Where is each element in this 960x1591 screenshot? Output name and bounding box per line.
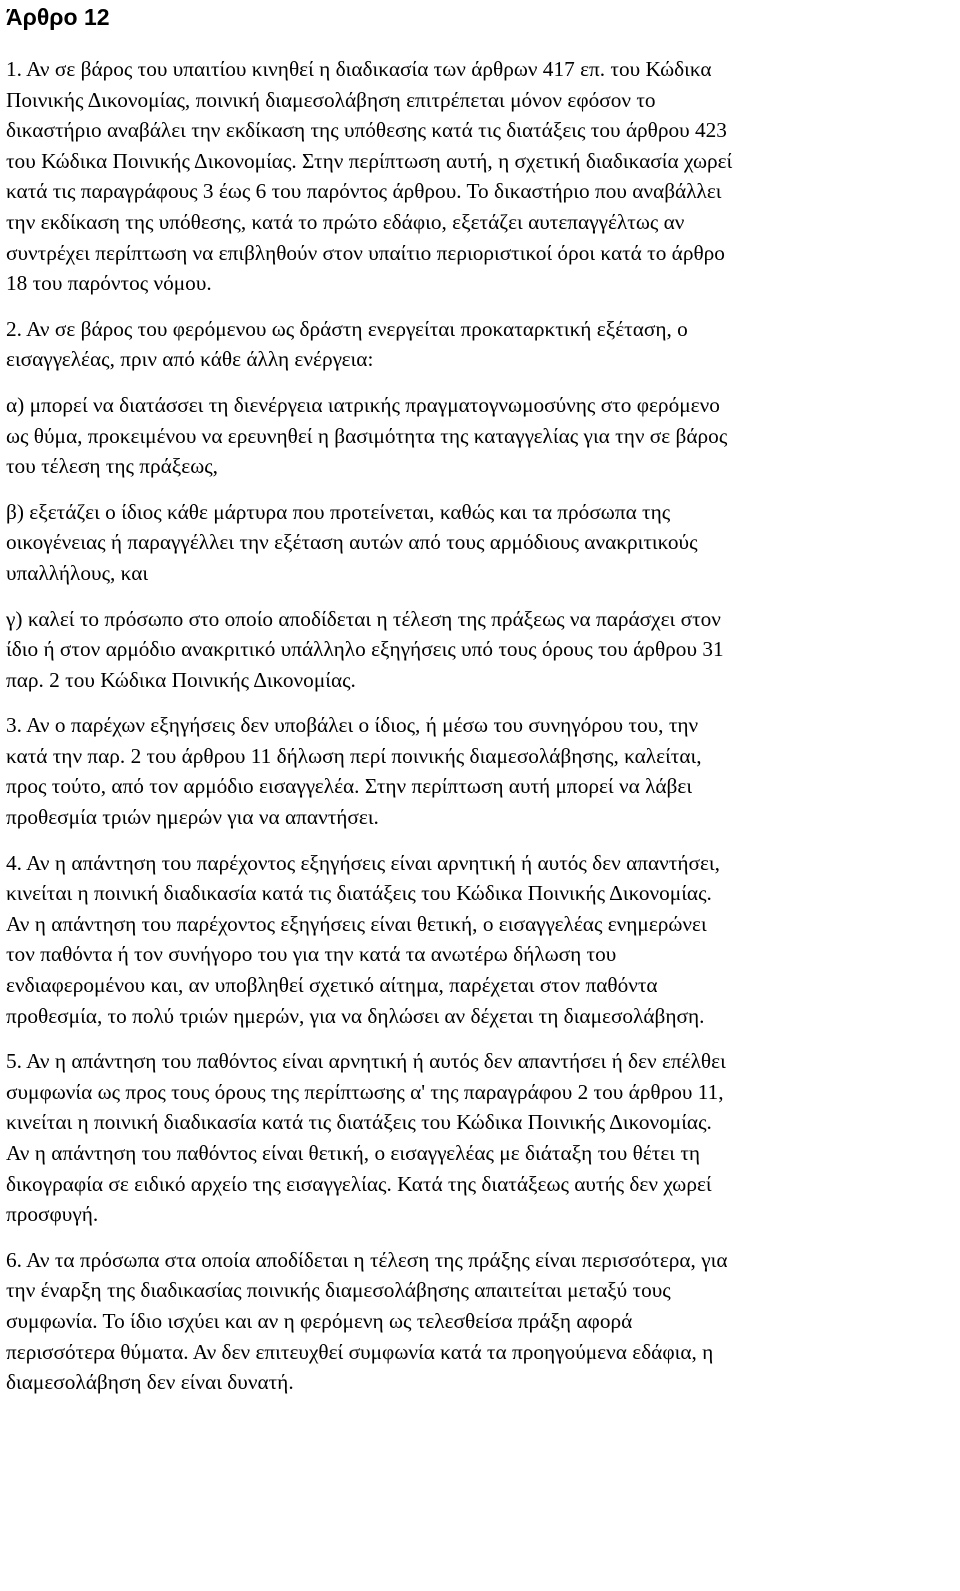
text-line: την έναρξη της διαδικασίας ποινικής διαμεσολάβησης απαιτείται μεταξύ τους xyxy=(6,1278,671,1303)
text-line: κατά τις παραγράφους 3 έως 6 του παρόντος άρθρου. Το δικαστήριο που αναβάλλει xyxy=(6,179,722,204)
text-line: γ) καλεί το πρόσωπο στο οποίο αποδίδεται η τέλεση της πράξεως να παράσχει στον xyxy=(6,606,721,631)
spacer xyxy=(6,32,954,54)
text-line: διαμεσολάβηση δεν είναι δυνατή. xyxy=(6,1370,294,1395)
paragraph-1 xyxy=(6,54,954,299)
text-line: εισαγγελέας, πριν από κάθε άλλη ενέργεια: xyxy=(6,347,374,372)
text-line: β) εξετάζει ο ίδιος κάθε μάρτυρα που προτείνεται, καθώς και τα πρόσωπα της xyxy=(6,499,671,524)
text-line: συμφωνία. Το ίδιο ισχύει και αν η φερόμενη ως τελεσθείσα πράξη αφορά xyxy=(6,1308,633,1333)
paragraph-5 xyxy=(6,1046,954,1230)
text-line: δικαστήριο αναβάλει την εκδίκαση της υπόθεσης κατά τις διατάξεις του άρθρου 423 xyxy=(6,118,727,143)
spacer xyxy=(6,375,954,390)
spacer xyxy=(6,589,954,604)
text-line: ίδιο ή στον αρμόδιο ανακριτικό υπάλληλο εξηγήσεις υπό τους όρους του άρθρου 31 xyxy=(6,637,724,662)
spacer xyxy=(6,1230,954,1245)
text-line: την εκδίκαση της υπόθεσης, κατά το πρώτο εδάφιο, εξετάζει αυτεπαγγέλτως αν xyxy=(6,209,685,234)
text-line: παρ. 2 του Κώδικα Ποινικής Δικονομίας. xyxy=(6,667,356,692)
paragraph-3 xyxy=(6,710,954,832)
text-line: 5. Αν η απάντηση του παθόντος είναι αρνητική ή αυτός δεν απαντήσει ή δεν επέλθει xyxy=(6,1049,726,1074)
text-line: περισσότερα θύματα. Αν δεν επιτευχθεί συμφωνία κατά τα προηγούμενα εδάφια, η xyxy=(6,1339,714,1364)
text-line: δικογραφία σε ειδικό αρχείο της εισαγγελίας. Κατά της διατάξεως αυτής δεν χωρεί xyxy=(6,1171,712,1196)
text-line: προς τούτο, από τον αρμόδιο εισαγγελέα. Στην περίπτωση αυτή μπορεί να λάβει xyxy=(6,774,693,799)
text-line: ενδιαφερομένου και, αν υποβληθεί σχετικό αίτημα, παρέχεται στον παθόντα xyxy=(6,973,658,998)
text-line: οικογένειας ή παραγγέλλει την εξέταση αυτών από τους αρμόδιους ανακριτικούς xyxy=(6,530,698,555)
text-line: του Κώδικα Ποινικής Δικονομίας. Στην περίπτωση αυτή, η σχετική διαδικασία χωρεί xyxy=(6,148,733,173)
text-line: ως θύμα, προκειμένου να ερευνηθεί η βασιμότητα της καταγγελίας για την σε βάρος xyxy=(6,423,728,448)
text-line: Αν η απάντηση του παρέχοντος εξηγήσεις είναι θετική, ο εισαγγελέας ενημερώνει xyxy=(6,911,707,936)
paragraph-2a xyxy=(6,390,954,482)
spacer xyxy=(6,833,954,848)
text-line: 4. Αν η απάντηση του παρέχοντος εξηγήσεις είναι αρνητική ή αυτός δεν απαντήσει, xyxy=(6,850,720,875)
text-line: 6. Αν τα πρόσωπα στα οποία αποδίδεται η τέλεση της πράξης είναι περισσότερα, για xyxy=(6,1247,728,1272)
text-line: τον παθόντα ή τον συνήγορο του για την κατά τα ανωτέρω δήλωση του xyxy=(6,942,617,967)
article-title: Άρθρο 12 xyxy=(6,4,110,30)
paragraph-2b xyxy=(6,497,954,589)
document-page xyxy=(6,0,954,1398)
text-line: κατά την παρ. 2 του άρθρου 11 δήλωση περί ποινικής διαμεσολάβησης, καλείται, xyxy=(6,743,702,768)
paragraph-2c xyxy=(6,604,954,696)
text-line: προσφυγή. xyxy=(6,1202,99,1227)
text-line: προθεσμία, το πολύ τριών ημερών, για να δηλώσει αν δέχεται τη διαμεσολάβηση. xyxy=(6,1003,705,1028)
text-line: 1. Αν σε βάρος του υπαιτίου κινηθεί η διαδικασία των άρθρων 417 επ. του Κώδικα xyxy=(6,57,712,81)
paragraph-4 xyxy=(6,848,954,1032)
paragraph-2 xyxy=(6,314,954,375)
text-line: Ποινικής Δικονομίας, ποινική διαμεσολάβηση επιτρέπεται μόνον εφόσον το xyxy=(6,87,656,112)
text-line: προθεσμία τριών ημερών για να απαντήσει. xyxy=(6,805,379,830)
text-line: 3. Αν ο παρέχων εξηγήσεις δεν υποβάλει ο ίδιος, ή μέσω του συνηγόρου του, την xyxy=(6,713,699,738)
spacer xyxy=(6,695,954,710)
spacer xyxy=(6,482,954,497)
text-line: συμφωνία ως προς τους όρους της περίπτωσης α' της παραγράφου 2 του άρθρου 11, xyxy=(6,1079,724,1104)
paragraph-6 xyxy=(6,1245,954,1398)
text-line: 2. Αν σε βάρος του φερόμενου ως δράστη ενεργείται προκαταρκτική εξέταση, ο xyxy=(6,316,688,341)
text-line: Αν η απάντηση του παθόντος είναι θετική, ο εισαγγελέας με διάταξη του θέτει τη xyxy=(6,1141,701,1165)
spacer xyxy=(6,299,954,314)
text-line: α) μπορεί να διατάσσει τη διενέργεια ιατρικής πραγματογνωμοσύνης στο φερόμενο xyxy=(6,392,720,417)
spacer xyxy=(6,1031,954,1046)
text-line: του τέλεση της πράξεως, xyxy=(6,454,218,479)
text-line: συντρέχει περίπτωση να επιβληθούν στον υπαίτιο περιοριστικοί όροι κατά το άρθρο xyxy=(6,240,725,265)
text-line: κινείται η ποινική διαδικασία κατά τις διατάξεις του Κώδικα Ποινικής Δικονομίας. xyxy=(6,881,712,906)
text-line: κινείται η ποινική διαδικασία κατά τις διατάξεις του Κώδικα Ποινικής Δικονομίας. xyxy=(6,1110,712,1135)
text-line: υπαλλήλους, και xyxy=(6,560,149,585)
text-line: 18 του παρόντος νόμου. xyxy=(6,271,212,296)
